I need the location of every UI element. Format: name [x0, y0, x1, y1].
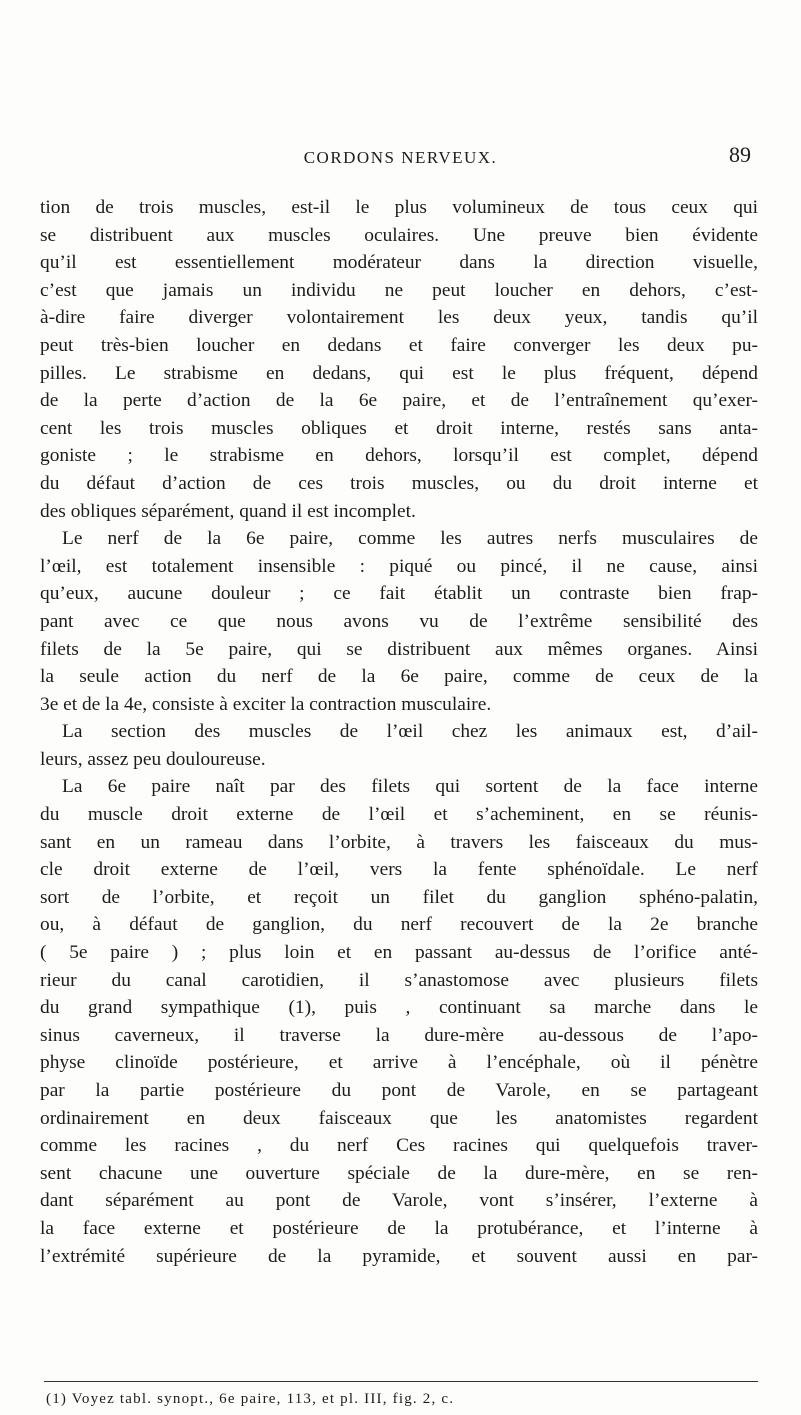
text-line: qu’il est essentiellement modérateur dans la direction visuelle,: [40, 252, 758, 274]
text-line: par la partie postérieure du pont de Varole, en se partageant: [40, 1080, 758, 1101]
text-line: leurs, assez peu douloureuse.: [40, 748, 266, 770]
text-line: du défaut d’action de ces trois muscles, ou du droit interne et: [40, 472, 758, 494]
text-line: de la perte d’action de la 6e paire, et de l’entraînement qu’exer-: [40, 390, 758, 412]
text-line: sinus caverneux, il traverse la dure-mère au-dessous de l’apo-: [40, 1024, 758, 1046]
text-line: à-dire faire diverger volontairement les deux yeux, tandis qu’il: [40, 307, 758, 329]
text-line: pilles. Le strabisme en dedans, qui est le plus fréquent, dépend: [40, 362, 758, 384]
text-line: du muscle droit externe de l’œil et s’acheminent, en se réunis-: [40, 804, 758, 826]
text-line: des obliques séparément, quand il est incomplet.: [40, 500, 416, 522]
text-line: tion de trois muscles, est-il le plus volumineux de tous ceux qui: [40, 197, 758, 218]
running-title: CORDONS NERVEUX.: [303, 148, 498, 167]
footnote-divider: [44, 1381, 758, 1382]
text-line: ordinairement en deux faisceaux que les anatomistes regardent: [40, 1107, 758, 1129]
text-line: sant en un rameau dans l’orbite, à travers les faisceaux du mus-: [40, 831, 758, 853]
text-line: la face externe et postérieure de la protubérance, et l’interne à: [40, 1217, 758, 1239]
text-line: se distribuent aux muscles oculaires. Une preuve bien évidente: [40, 224, 758, 246]
text-line: du grand sympathique (1), puis , continuant sa marche dans le: [40, 997, 758, 1019]
text-line: physe clinoïde postérieure, et arrive à l’encéphale, où il pénètre: [40, 1052, 758, 1074]
text-line: dant séparément au pont de Varole, vont s’insérer, l’externe à: [40, 1190, 758, 1212]
text-line: l’extrémité supérieure de la pyramide, et souvent aussi en par-: [40, 1245, 758, 1267]
text-line: pant avec ce que nous avons vu de l’extrême sensibilité des: [40, 610, 758, 632]
text-line: rieur du canal carotidien, il s’anastomose avec plusieurs filets: [40, 969, 758, 991]
text-line: l’œil, est totalement insensible : piqué ou pincé, il ne cause, ainsi: [40, 555, 758, 577]
text-line: ou, à défaut de ganglion, du nerf recouvert de la 2e branche: [40, 914, 758, 936]
running-head: [0, 142, 801, 182]
text-line: c’est que jamais un individu ne peut loucher en dehors, c’est-: [40, 279, 758, 301]
text-line: Le nerf de la 6e paire, comme les autres nerfs musculaires de: [62, 528, 758, 550]
text-line: ( 5e paire ) ; plus loin et en passant au-dessus de l’orifice anté-: [40, 942, 758, 964]
page-number: 89: [729, 142, 751, 167]
text-line: 3e et de la 4e, consiste à exciter la contraction musculaire.: [40, 693, 492, 715]
text-line: sort de l’orbite, et reçoit un filet du ganglion sphéno-palatin,: [40, 886, 758, 908]
text-line: cle droit externe de l’œil, vers la fente sphénoïdale. Le nerf: [40, 859, 758, 881]
text-line: qu’eux, aucune douleur ; ce fait établit un contraste bien frap-: [40, 583, 758, 605]
text-line: La 6e paire naît par des filets qui sortent de la face interne: [62, 776, 758, 798]
text-line: peut très-bien loucher en dedans et faire converger les deux pu-: [40, 334, 758, 356]
text-line: La section des muscles de l’œil chez les animaux est, d’ail-: [62, 721, 758, 743]
text-line: goniste ; le strabisme en dehors, lorsqu’il est complet, dépend: [40, 445, 758, 467]
text-line: sent chacune une ouverture spéciale de la dure-mère, en se ren-: [40, 1162, 758, 1184]
text-line: comme les racines , du nerf Ces racines qui quelquefois traver-: [40, 1135, 758, 1157]
footnote: (1) Voyez tabl. synopt., 6e paire, 113, et pl. III, fig. 2, c.: [46, 1391, 455, 1407]
text-line: cent les trois muscles obliques et droit interne, restés sans anta-: [40, 417, 758, 439]
body-text: [40, 194, 758, 1270]
text-line: la seule action du nerf de la 6e paire, comme de ceux de la: [40, 666, 758, 688]
text-line: filets de la 5e paire, qui se distribuent aux mêmes organes. Ainsi: [40, 638, 758, 660]
